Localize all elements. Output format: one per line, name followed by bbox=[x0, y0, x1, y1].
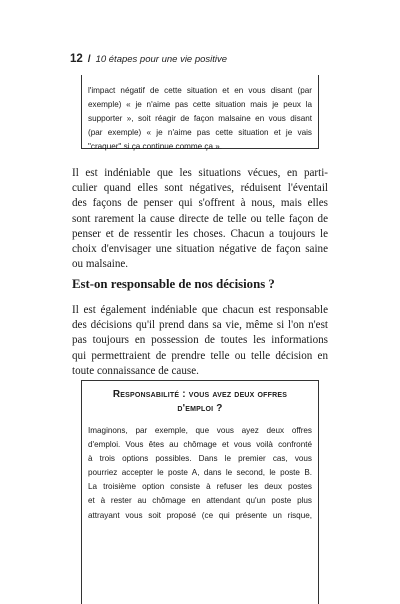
paragraph-line: qui permettraient de prendre telle ou telle décision en bbox=[72, 349, 328, 362]
box2-line: d'emploi. Vous êtes au chômage et vous voilà confronté bbox=[88, 440, 312, 450]
box-title-line: d'emploi ? bbox=[177, 403, 223, 414]
box2-line: à trois options possibles. Dans le premier cas, vous bbox=[88, 454, 312, 464]
box2-line: Imaginons, par exemple, que vous ayez deux offres bbox=[88, 426, 312, 435]
paragraph-line: pas toujours en possession de toutes les informations bbox=[72, 334, 328, 347]
box2-line: La troisième option consiste à refuser les deux postes bbox=[88, 482, 312, 492]
paragraph-line: culier quand elles sont négatives, réduisent l'éventail bbox=[72, 182, 328, 195]
box2-line: et à rester au chômage en attendant qu'un poste plus bbox=[88, 496, 312, 506]
paragraph-line: des décisions qu'il prend dans sa vie, même si l'on n'est bbox=[72, 319, 328, 332]
box1-line: exemple) « je n'aime pas cette situation mais je peux la bbox=[88, 100, 312, 110]
continued-sidebar-box bbox=[81, 75, 319, 152]
section-heading: Est-on responsable de nos décisions ? bbox=[72, 277, 275, 291]
header-separator: / bbox=[87, 53, 91, 65]
paragraph-line: ou malsaine. bbox=[72, 258, 129, 271]
paragraph-line: Il est indéniable que les situations vécues, en parti- bbox=[72, 167, 328, 179]
paragraph-line: des façons de penser qui s'offrent à nous, mais elles bbox=[72, 197, 328, 210]
example-box bbox=[81, 380, 319, 604]
box1-line: (par exemple) « je n'aime pas cette situation et je vais bbox=[88, 128, 312, 138]
box2-line: pourriez accepter le poste A, dans le second, le poste B. bbox=[88, 468, 312, 478]
box1-line: l'impact négatif de cette situation et en vous disant (par bbox=[88, 86, 312, 95]
running-title: 10 étapes pour une vie positive bbox=[95, 54, 228, 65]
paragraph-responsibility bbox=[72, 303, 328, 379]
paragraph-line: sont rarement la cause directe de telle ou telle façon de bbox=[72, 212, 328, 225]
box-body bbox=[88, 424, 312, 523]
page-number: 12 bbox=[70, 53, 83, 65]
paragraph-situations bbox=[72, 166, 328, 272]
box-title bbox=[88, 388, 312, 416]
paragraph-line: Il est également indéniable que chacun est responsable bbox=[72, 304, 328, 316]
box-title-line: Responsabilité : vous avez deux offres bbox=[112, 389, 288, 400]
box1-line: supporter », soit réagir de façon malsaine en vous disant bbox=[88, 114, 312, 124]
box1-line: "craquer" si ça continue comme ça ». bbox=[88, 142, 223, 152]
box2-line: attrayant vous soit proposé (ce qui présente un risque, bbox=[88, 510, 312, 520]
paragraph-line: toute connaissance de cause. bbox=[72, 364, 199, 377]
paragraph-line: penser et de ressentir les choses. Chacun a toujours le bbox=[72, 227, 328, 240]
running-header bbox=[70, 53, 227, 65]
paragraph-line: choix d'envisager une situation négative de façon saine bbox=[72, 243, 328, 256]
